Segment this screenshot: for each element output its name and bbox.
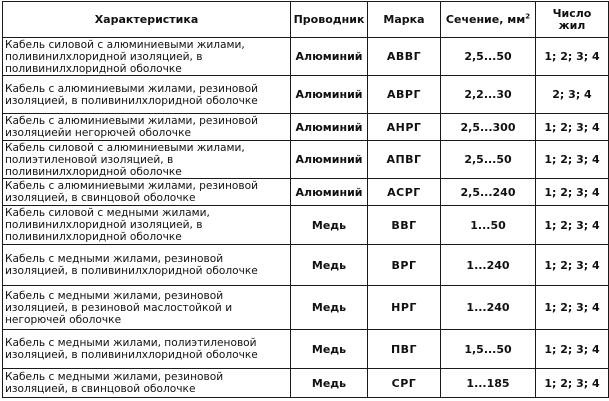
cell-section: 2,5...300 bbox=[441, 114, 536, 141]
cell-section: 2,2...30 bbox=[441, 76, 536, 114]
cell-section: 1...240 bbox=[441, 286, 536, 330]
cable-characteristics-table bbox=[2, 1, 609, 398]
cell-conductor: Алюминий bbox=[291, 76, 368, 114]
cell-conductor: Медь bbox=[291, 330, 368, 369]
cell-conductor: Алюминий bbox=[291, 179, 368, 206]
cell-characteristic: Кабель силовой с медными жилами, поливинилхлоридной изоляцией, в поливинилхлоридной оболочке bbox=[3, 206, 291, 245]
cell-section: 1...240 bbox=[441, 245, 536, 286]
header-section-superscript: 2 bbox=[525, 11, 531, 20]
cell-cores: 1; 2; 3; 4 bbox=[536, 141, 609, 179]
cell-cores: 1; 2; 3; 4 bbox=[536, 286, 609, 330]
table-row bbox=[3, 179, 609, 206]
cell-mark: ВВГ bbox=[368, 206, 441, 245]
cell-conductor: Медь bbox=[291, 206, 368, 245]
cell-mark: АСРГ bbox=[368, 179, 441, 206]
cell-mark: ВРГ bbox=[368, 245, 441, 286]
table-row bbox=[3, 286, 609, 330]
cell-mark: АПВГ bbox=[368, 141, 441, 179]
table-header bbox=[3, 2, 609, 38]
cell-characteristic: Кабель с алюминиевыми жилами, резиновой изоляциейи негорючей оболочке bbox=[3, 114, 291, 141]
cell-cores: 1; 2; 3; 4 bbox=[536, 369, 609, 398]
table-row bbox=[3, 114, 609, 141]
cell-section: 1...50 bbox=[441, 206, 536, 245]
table-row bbox=[3, 38, 609, 76]
cell-conductor: Алюминий bbox=[291, 38, 368, 76]
cell-characteristic: Кабель силовой с алюминиевыми жилами, поливинилхлоридной изоляцией, в поливинилхлоридной оболочке bbox=[3, 38, 291, 76]
cell-cores: 1; 2; 3; 4 bbox=[536, 38, 609, 76]
cell-cores: 1; 2; 3; 4 bbox=[536, 179, 609, 206]
cell-section: 1...185 bbox=[441, 369, 536, 398]
header-section-label: Сечение, мм bbox=[445, 12, 526, 26]
header-characteristic: Характеристика bbox=[3, 2, 291, 38]
cell-cores: 1; 2; 3; 4 bbox=[536, 114, 609, 141]
header-section bbox=[441, 2, 536, 38]
cell-characteristic: Кабель с медными жилами, резиновой изоляцией, в резиновой маслостойкой и негорючей оболочке bbox=[3, 286, 291, 330]
cell-characteristic: Кабель с медными жилами, резиновой изоляцией, в свинцовой оболочке bbox=[3, 369, 291, 398]
cell-conductor: Медь bbox=[291, 369, 368, 398]
table-row bbox=[3, 76, 609, 114]
cell-conductor: Алюминий bbox=[291, 114, 368, 141]
table-row bbox=[3, 206, 609, 245]
table-row bbox=[3, 330, 609, 369]
cell-characteristic: Кабель с алюминиевыми жилами, резиновой изоляцией, в поливинилхлоридной оболочке bbox=[3, 76, 291, 114]
table-row bbox=[3, 141, 609, 179]
header-mark: Марка bbox=[368, 2, 441, 38]
header-cores: Число жил bbox=[536, 2, 609, 38]
cell-characteristic: Кабель силовой с алюминиевыми жилами, полиэтиленовой изоляцией, в поливинилхлоридной оболочке bbox=[3, 141, 291, 179]
cell-conductor: Медь bbox=[291, 245, 368, 286]
cell-characteristic: Кабель с медными жилами, резиновой изоляцией, в поливинилхлоридной оболочке bbox=[3, 245, 291, 286]
cell-mark: СРГ bbox=[368, 369, 441, 398]
cell-mark: НРГ bbox=[368, 286, 441, 330]
header-row bbox=[3, 2, 609, 38]
cell-conductor: Алюминий bbox=[291, 141, 368, 179]
table-row bbox=[3, 369, 609, 398]
cell-cores: 1; 2; 3; 4 bbox=[536, 206, 609, 245]
table-body bbox=[3, 38, 609, 398]
cell-mark: АВРГ bbox=[368, 76, 441, 114]
table-row bbox=[3, 245, 609, 286]
cell-mark: АНРГ bbox=[368, 114, 441, 141]
cell-cores: 1; 2; 3; 4 bbox=[536, 330, 609, 369]
cell-section: 1,5...50 bbox=[441, 330, 536, 369]
cell-conductor: Медь bbox=[291, 286, 368, 330]
cell-cores: 1; 2; 3; 4 bbox=[536, 245, 609, 286]
cell-mark: АВВГ bbox=[368, 38, 441, 76]
cell-characteristic: Кабель с алюминиевыми жилами, резиновой изоляцией, в свинцовой оболочке bbox=[3, 179, 291, 206]
cell-section: 2,5...240 bbox=[441, 179, 536, 206]
document-page bbox=[2, 1, 607, 397]
header-conductor: Проводник bbox=[291, 2, 368, 38]
cell-cores: 2; 3; 4 bbox=[536, 76, 609, 114]
cell-section: 2,5...50 bbox=[441, 38, 536, 76]
cell-section: 2,5...50 bbox=[441, 141, 536, 179]
cell-mark: ПВГ bbox=[368, 330, 441, 369]
cell-characteristic: Кабель с медными жилами, полиэтиленовой изоляцией, в поливинилхлоридной оболочке bbox=[3, 330, 291, 369]
